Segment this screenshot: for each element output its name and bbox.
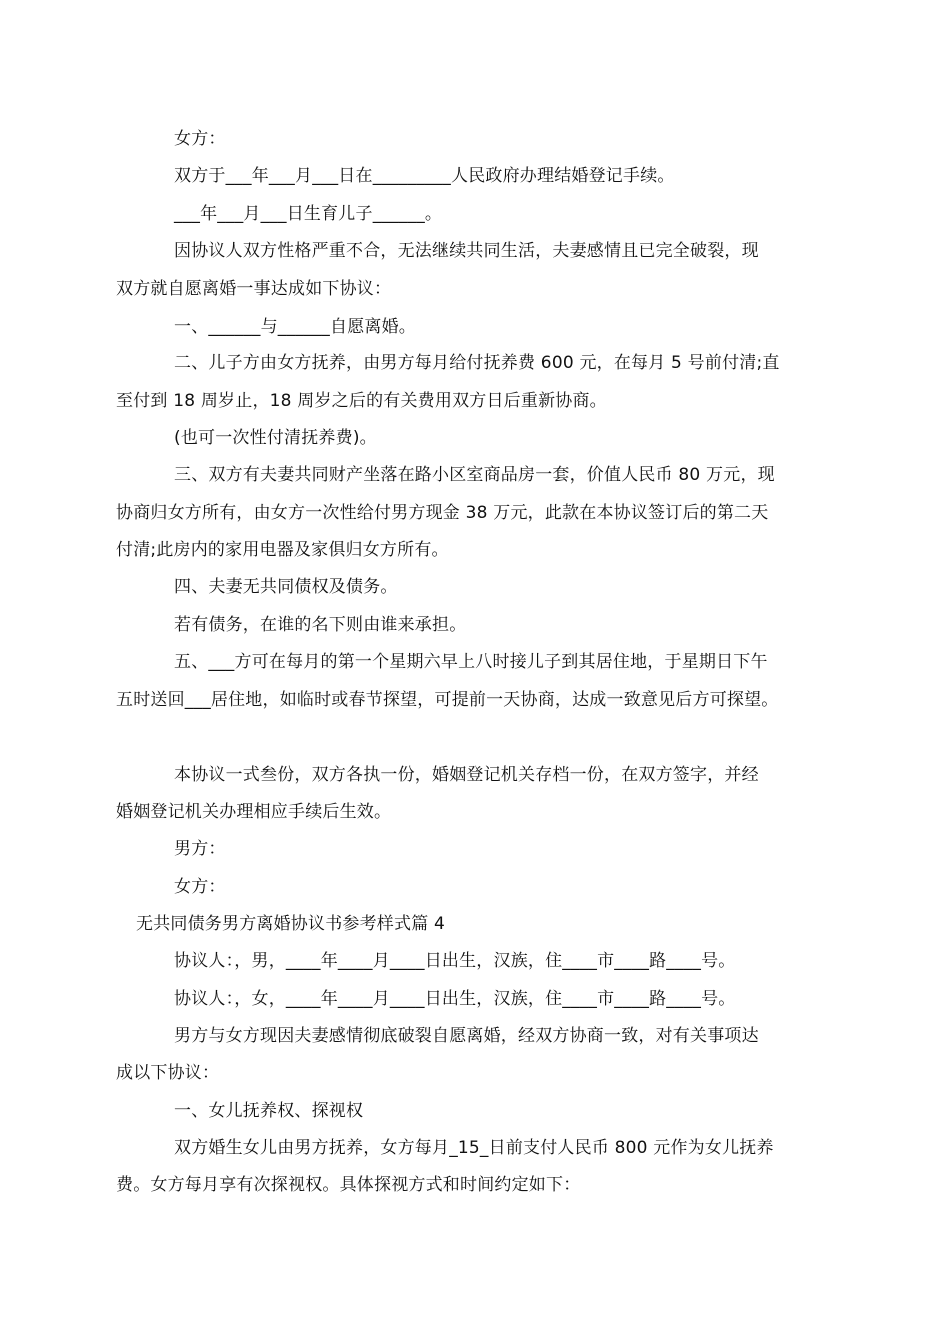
text-line: 二、儿子方由女方抚养，由男方每月给付抚养费 600 元，在每月 5 号前付清;直 xyxy=(174,353,780,373)
text-line: ___年___月___日生育儿子______。 xyxy=(174,204,443,224)
text-line: 一、女儿抚养权、探视权 xyxy=(174,1101,364,1121)
text-line: 协议人：，男，____年____月____日出生，汉族，住____市____路____号。 xyxy=(174,951,736,971)
section-heading: 无共同债务男方离婚协议书参考样式篇 4 xyxy=(136,914,446,934)
text-line: 若有债务，在谁的名下则由谁来承担。 xyxy=(174,615,467,635)
text-line: 成以下协议： xyxy=(116,1063,220,1083)
text-line: (也可一次性付清抚养费)。 xyxy=(174,428,377,448)
text-line: 三、双方有夫妻共同财产坐落在路小区室商品房一套，价值人民币 80 万元，现 xyxy=(174,465,775,485)
text-line: 女方： xyxy=(174,129,226,149)
text-line: 本协议一式叁份，双方各执一份，婚姻登记机关存档一份，在双方签字，并经 xyxy=(174,765,759,785)
text-line: 男方与女方现因夫妻感情彻底破裂自愿离婚，经双方协商一致，对有关事项达 xyxy=(174,1026,759,1046)
text-line: 费。女方每月享有次探视权。具体探视方式和时间约定如下： xyxy=(116,1175,581,1195)
text-line: 五时送回___居住地，如临时或春节探望，可提前一天协商，达成一致意见后方可探望。 xyxy=(116,690,779,710)
text-line: 付清;此房内的家用电器及家俱归女方所有。 xyxy=(116,540,449,560)
text-line: 协议人：，女，____年____月____日出生，汉族，住____市____路____号。 xyxy=(174,989,736,1009)
text-line: 双方于___年___月___日在_________人民政府办理结婚登记手续。 xyxy=(174,166,675,186)
text-line: 五、___方可在每月的第一个星期六早上八时接儿子到其居住地，于星期日下午 xyxy=(174,652,768,672)
text-line: 女方： xyxy=(174,877,226,897)
text-line: 双方婚生女儿由男方抚养，女方每月_15_日前支付人民币 800 元作为女儿抚养 xyxy=(174,1138,774,1158)
text-line: 因协议人双方性格严重不合，无法继续共同生活，夫妻感情且已完全破裂，现 xyxy=(174,241,759,261)
text-line: 协商归女方所有，由女方一次性给付男方现金 38 万元，此款在本协议签订后的第二天 xyxy=(116,503,769,523)
text-line: 至付到 18 周岁止，18 周岁之后的有关费用双方日后重新协商。 xyxy=(116,391,607,411)
text-line: 双方就自愿离婚一事达成如下协议： xyxy=(116,279,392,299)
text-line: 四、夫妻无共同债权及债务。 xyxy=(174,577,398,597)
text-line: 一、______与______自愿离婚。 xyxy=(174,317,416,337)
text-line: 男方： xyxy=(174,839,226,859)
text-line: 婚姻登记机关办理相应手续后生效。 xyxy=(116,802,392,822)
